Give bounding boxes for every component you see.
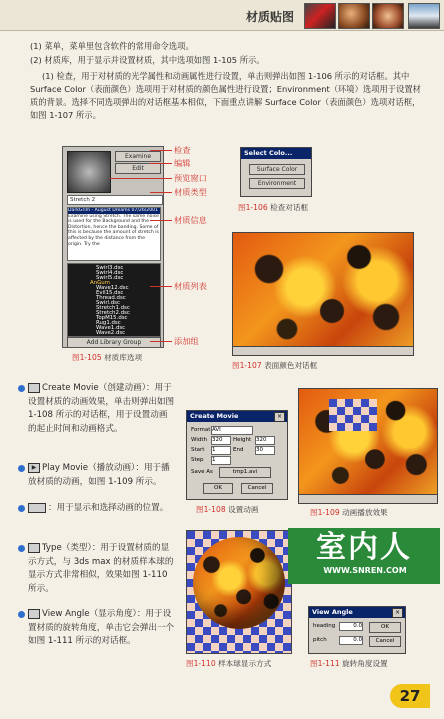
play-movie-preview <box>298 388 438 498</box>
label-examine: 检查 <box>174 145 191 155</box>
header-thumbnail-3 <box>372 3 404 29</box>
list-item[interactable]: Rug1.dsc <box>96 320 121 326</box>
checker-pattern <box>329 399 377 431</box>
label-material-type: 材质类型 <box>174 187 207 197</box>
material-info-text: Examine using Stretch. The same noise is used for the Background and the Distortion, hence the banding. Some of this is because the amount of stretch is affected by the distance from the origin. Try the <box>68 213 159 247</box>
caption-number: 图1-108 <box>196 505 226 514</box>
caption-text: 材质库选项 <box>104 353 143 362</box>
bullet-view-angle: View Angle（显示角度）：用于设置材质的旋转角度，单击它会弹出一个如图 1-111 所示的对话框。 <box>28 608 176 649</box>
start-field[interactable]: 1 <box>211 446 231 455</box>
play-movie-toolbar <box>298 494 438 504</box>
dialog-title: Create Movie <box>187 411 287 422</box>
list-item[interactable]: Stretch2.dsc <box>96 310 130 316</box>
caption-number: 图1-107 <box>232 361 262 370</box>
bullet-dot-icon <box>18 465 25 472</box>
view-angle-dialog <box>308 606 406 654</box>
play-icon: ▶ <box>28 463 40 473</box>
end-field[interactable]: 30 <box>255 446 275 455</box>
label-line <box>150 150 172 151</box>
list-item[interactable]: TopM15.dsc <box>96 315 128 321</box>
caption-number: 图1-111 <box>310 659 340 668</box>
caption-fig-1-105 <box>72 352 142 363</box>
caption-text: 样本球显示方式 <box>218 659 272 668</box>
sample-sphere-preview <box>186 530 292 654</box>
bullet-play-movie: ▶ Play Movie（播放动画）：用于播放材质的动画，如图 1-109 所示。 <box>28 462 176 489</box>
pitch-label: pitch <box>313 637 327 643</box>
list-item[interactable]: Swirl4.dsc <box>96 270 124 276</box>
width-field[interactable]: 320 <box>211 436 231 445</box>
material-type-field[interactable]: Stretch 2 <box>67 195 163 205</box>
height-label: Height <box>233 437 252 443</box>
surface-color-button[interactable]: Surface Color <box>249 164 305 175</box>
format-select[interactable]: AVI <box>211 426 253 435</box>
bullet-frame-slider: ：用于显示和选择动画的位置。 <box>28 502 176 516</box>
environment-button[interactable]: Environment <box>249 178 305 189</box>
add-library-group-button[interactable]: Add Library Group <box>67 337 161 348</box>
ok-button[interactable]: OK <box>369 622 401 633</box>
header-thumbnail-2 <box>338 3 370 29</box>
caption-fig-1-109 <box>310 507 388 518</box>
caption-number: 图1-110 <box>186 659 216 668</box>
caption-text: 检查对话框 <box>270 203 309 212</box>
header-thumbnail-4 <box>408 3 440 29</box>
label-line <box>110 178 172 179</box>
watermark-url: WWW.SNREN.COM <box>323 566 407 575</box>
label-line <box>150 192 172 193</box>
caption-text: 动画播放效果 <box>342 508 388 517</box>
caption-fig-1-108 <box>196 504 258 515</box>
header-thumbnail-1 <box>304 3 336 29</box>
bullet-dot-icon <box>18 385 25 392</box>
list-item[interactable]: Evil15.dsc <box>96 290 124 296</box>
watermark-logo: 室内人 <box>288 528 440 584</box>
label-material-list: 材质列表 <box>174 281 207 291</box>
step-label: Step <box>191 457 204 463</box>
caption-text: 表面颜色对话框 <box>264 361 318 370</box>
bullet-create-movie: Create Movie（创建动画）：用于设置材质的动画效果，单击则弹出如图 1-108 所示的对话框，用于设置动画的起止时间和动画格式。 <box>28 382 176 436</box>
heading-label: heading <box>313 623 336 629</box>
surface-color-toolbar <box>232 346 414 356</box>
material-info-box <box>67 207 161 261</box>
format-label: Format <box>191 427 211 433</box>
list-item[interactable]: Wave2.dsc <box>96 330 126 336</box>
close-icon[interactable]: × <box>392 608 403 618</box>
pitch-field[interactable]: 0.0 <box>339 636 363 645</box>
view-angle-icon <box>28 609 40 619</box>
body-line-1: (1) 菜单，菜单里包含软件的常用命令选项。 <box>30 41 194 51</box>
page-header <box>0 0 444 31</box>
surface-color-preview <box>232 232 414 354</box>
bullet-dot-icon <box>18 545 25 552</box>
label-edit: 编辑 <box>174 158 191 168</box>
bullet-dot-icon <box>18 611 25 618</box>
height-field[interactable]: 320 <box>255 436 275 445</box>
frame-slider-icon <box>28 503 46 513</box>
create-movie-icon <box>28 383 40 393</box>
preview-window <box>67 151 111 193</box>
caption-number: 图1-105 <box>72 353 102 362</box>
bullet-type: Type（类型）：用于设置材质的显示方式，与 3ds max 的材质样本球的显示方式非常相似，效果如图 1-110 所示。 <box>28 542 176 596</box>
label-line <box>150 341 172 342</box>
label-material-info: 材质信息 <box>174 215 207 225</box>
material-info-title: DarkGrim - August Dreams 07/26/2001 <box>68 208 158 213</box>
caption-fig-1-110 <box>186 658 271 669</box>
type-icon <box>28 543 40 553</box>
material-library-panel <box>62 146 164 348</box>
caption-text: 旋转角度设置 <box>342 659 388 668</box>
step-field[interactable]: 1 <box>211 456 231 465</box>
caption-fig-1-106 <box>238 202 308 213</box>
caption-number: 图1-106 <box>238 203 268 212</box>
examine-button[interactable]: Examine <box>115 151 161 162</box>
dialog-title: Select Colo... <box>241 148 311 159</box>
label-add-group: 添加组 <box>174 336 199 346</box>
caption-fig-1-107 <box>232 360 317 371</box>
list-item[interactable]: Wave1.dsc <box>96 325 126 331</box>
bullet-dot-icon <box>18 505 25 512</box>
save-as-button[interactable]: tmp1.avi <box>219 467 271 478</box>
cancel-button[interactable]: Cancel <box>369 636 401 647</box>
cancel-button[interactable]: Cancel <box>241 483 273 494</box>
label-preview: 预览窗口 <box>174 173 207 183</box>
material-list[interactable] <box>67 263 161 337</box>
body-paragraph: (1) 检查，用于对材质的光学属性和动画属性进行设置，单击则弹出如图 1-106 所示的对话框。其中 Surface Color（表面颜色）选项用于对材质的颜色属性进行设置；Environment（环境）选项用于设置材质的背景。选择不同选项弹出的对话框基本相似，下面重点讲解 Surface Color（表面颜色）选项对话框，如图 1-107 所示。 <box>30 71 421 120</box>
caption-number: 图1-109 <box>310 508 340 517</box>
end-label: End <box>233 447 244 453</box>
select-color-dialog <box>240 147 312 197</box>
list-item[interactable]: Wave12.dsc <box>96 285 129 291</box>
list-item[interactable]: Stretch1.dsc <box>96 305 130 311</box>
list-item[interactable]: Swirl5.dsc <box>96 275 124 281</box>
ok-button[interactable]: OK <box>203 483 233 494</box>
chapter-title: 材质贴图 <box>245 10 294 24</box>
start-label: Start <box>191 447 205 453</box>
list-item[interactable]: Thread.dsc <box>96 295 126 301</box>
heading-field[interactable]: 0.0 <box>339 622 363 631</box>
caption-fig-1-111 <box>310 658 388 669</box>
width-label: Width <box>191 437 207 443</box>
dialog-title: View Angle <box>309 607 405 618</box>
close-icon[interactable]: × <box>274 412 285 422</box>
label-line <box>150 163 172 164</box>
body-line-2: (2) 材质库，用于显示并设置材质，其中选项如图 1-105 所示。 <box>30 55 265 65</box>
list-item[interactable]: AnGum <box>90 280 110 286</box>
label-line <box>150 286 172 287</box>
sample-sphere <box>193 537 285 629</box>
list-item[interactable]: Swirl3.dsc <box>96 265 124 271</box>
save-as-label: Save As <box>191 469 213 475</box>
edit-button[interactable]: Edit <box>115 163 161 174</box>
page-number: 27 <box>390 684 430 708</box>
caption-text: 设置动画 <box>228 505 259 514</box>
label-line <box>150 220 172 221</box>
create-movie-dialog <box>186 410 288 500</box>
list-item[interactable]: Swirl.dsc <box>96 300 120 306</box>
